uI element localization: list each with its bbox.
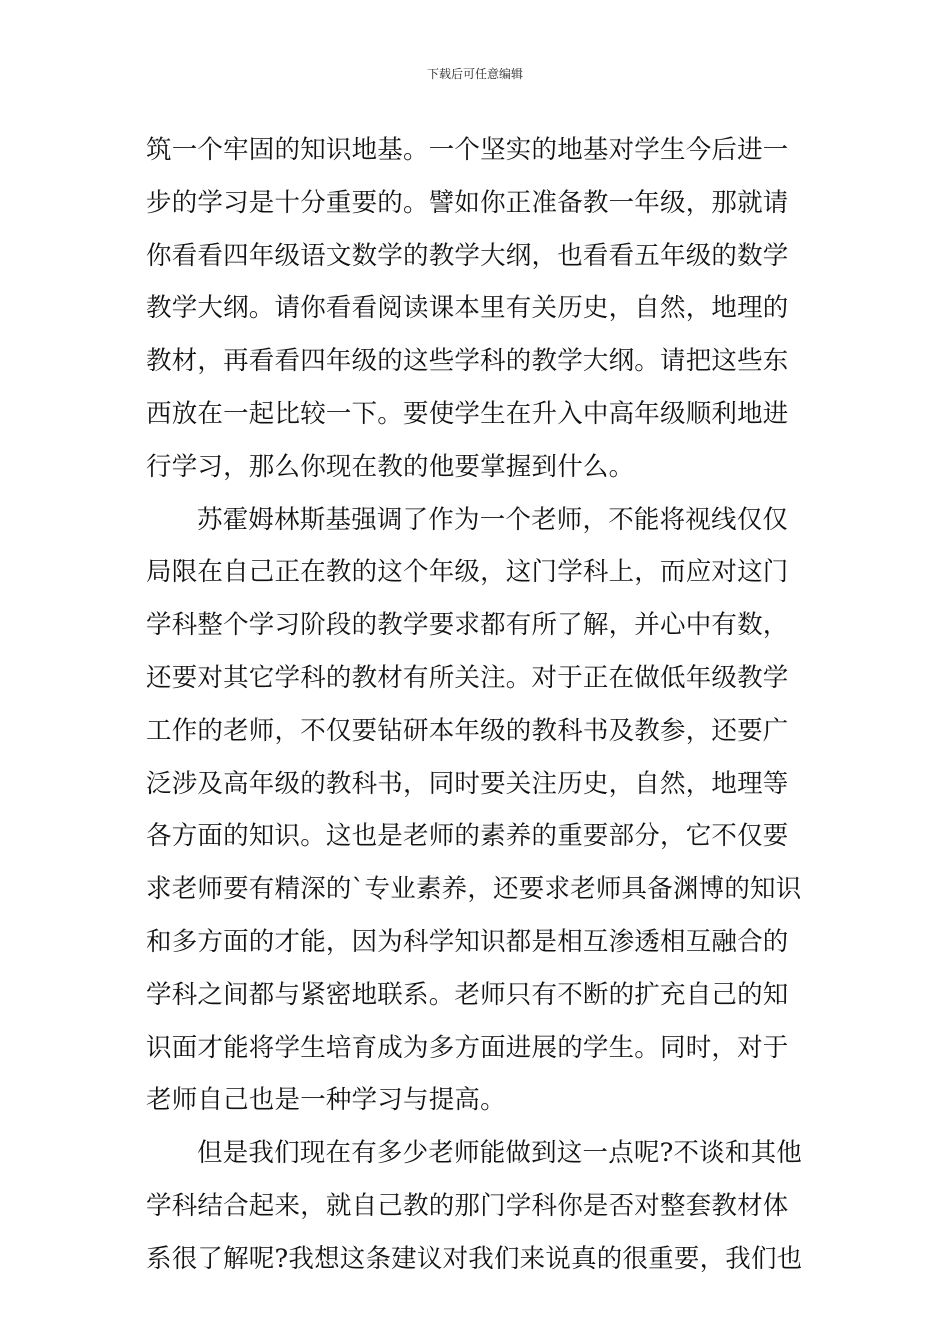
page-header: 下载后可任意编辑: [426, 67, 523, 81]
text-line: 老师自己也是一种学习与提高。: [146, 1085, 506, 1116]
text-line: 识面才能将学生培育成为多方面进展的学生。同时，对于: [146, 1032, 789, 1063]
text-line: 系很了解呢?我想这条建议对我们来说真的很重要，我们也: [146, 1243, 803, 1274]
text-line: 工作的老师，不仅要钻研本年级的教科书及教参，还要广: [146, 715, 789, 746]
text-line: 学科整个学习阶段的教学要求都有所了解，并心中有数，: [146, 610, 789, 641]
paragraph-first-line: 苏霍姆林斯基强调了作为一个老师，不能将视线仅仅: [197, 504, 789, 535]
text-line: 泛涉及高年级的教科书，同时要关注历史，自然，地理等: [146, 768, 789, 799]
body-text: [146, 124, 810, 1286]
text-line: 各方面的知识。这也是老师的素养的重要部分，它不仅要: [146, 821, 789, 852]
text-line: 你看看四年级语文数学的教学大纲，也看看五年级的数学: [146, 240, 789, 271]
text-line: 局限在自己正在教的这个年级，这门学科上，而应对这门: [146, 557, 789, 588]
text-line: 筑一个牢固的知识地基。一个坚实的地基对学生今后进一: [146, 135, 789, 165]
text-line: 和多方面的才能，因为科学知识都是相互渗透相互融合的: [146, 926, 789, 957]
text-line: 求老师要有精深的`专业素养，还要求老师具备渊博的知识: [146, 874, 802, 905]
text-line: 西放在一起比较一下。要使学生在升入中高年级顺利地进: [146, 398, 789, 429]
text-line: 行学习，那么你现在教的他要掌握到什么。: [146, 451, 635, 482]
text-line: 教材，再看看四年级的这些学科的教学大纲。请把这些东: [146, 346, 789, 377]
paragraph-first-line: 但是我们现在有多少老师能做到这一点呢?不谈和其他: [197, 1138, 802, 1169]
text-line: 学科之间都与紧密地联系。老师只有不断的扩充自己的知: [146, 979, 789, 1010]
text-line: 学科结合起来，就自己教的那门学科你是否对整套教材体: [146, 1190, 789, 1221]
text-line: 还要对其它学科的教材有所关注。对于正在做低年级教学: [146, 662, 789, 693]
text-line: 步的学习是十分重要的。譬如你正准备教一年级，那就请: [146, 187, 789, 218]
text-line: 教学大纲。请你看看阅读课本里有关历史，自然，地理的: [146, 293, 789, 324]
